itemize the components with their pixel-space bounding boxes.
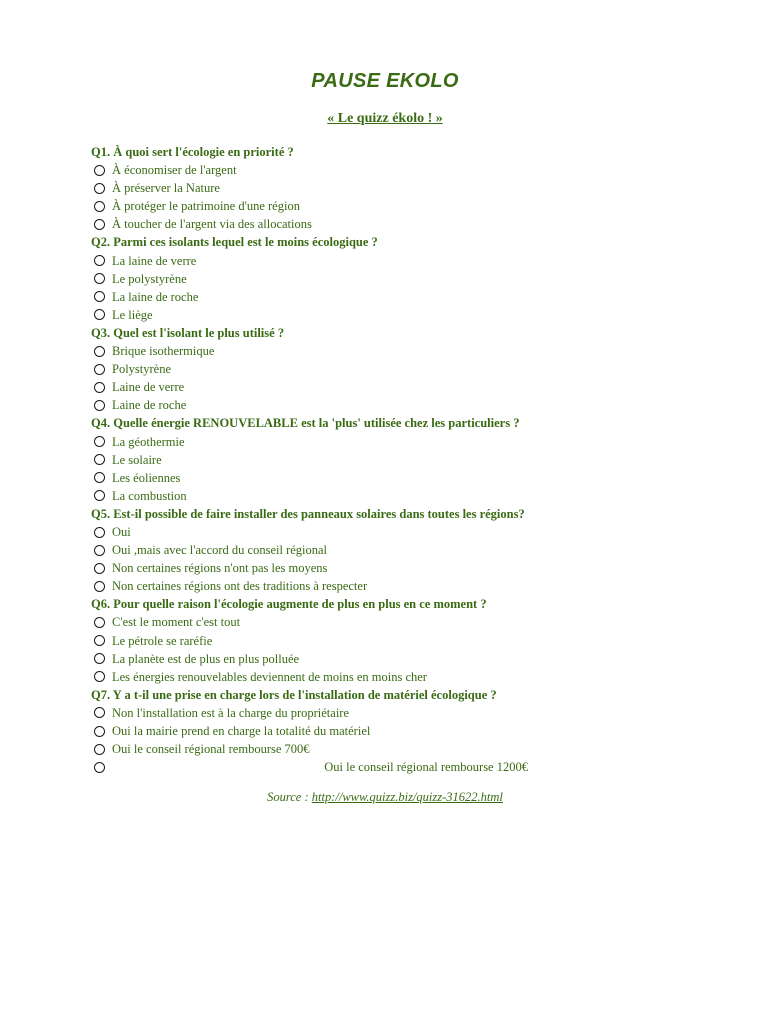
radio-button-icon[interactable] [94,617,105,628]
answer-label: Laine de verre [112,380,185,395]
answer-label: Non l'installation est à la charge du propriétaire [112,705,350,720]
radio-button-icon[interactable] [94,346,105,357]
answer-label: Les éoliennes [112,470,181,485]
answer-label: À toucher de l'argent via des allocations [112,217,312,232]
radio-button-icon[interactable] [94,436,105,447]
question-6: Q6. Pour quelle raison l'écologie augmente de plus en plus en ce moment ? [91,597,487,612]
page-subtitle: « Le quizz ékolo ! » [327,111,443,126]
answer-option[interactable] [91,559,711,577]
answer-option[interactable] [91,758,711,776]
radio-button-icon[interactable] [94,472,105,483]
question-1: Q1. À quoi sert l'écologie en priorité ? [91,145,294,159]
answer-option[interactable] [91,433,711,451]
answer-option[interactable] [91,306,711,324]
answer-option[interactable] [91,722,711,740]
answer-label: À préserver la Nature [112,181,220,196]
radio-button-icon[interactable] [94,527,105,538]
source-line [0,790,770,805]
radio-button-icon[interactable] [94,219,105,230]
question-4: Q4. Quelle énergie RENOUVELABLE est la 'plus' utilisée chez les particuliers ? [91,416,520,431]
radio-button-icon[interactable] [94,490,105,501]
radio-button-icon[interactable] [94,744,105,755]
answer-label: La planète est de plus en plus polluée [112,651,300,666]
answer-label: Oui le conseil régional rembourse 700€ [112,742,310,757]
answer-label: Le pétrole se raréfie [112,633,213,648]
answer-label: À économiser de l'argent [112,163,237,178]
answer-option[interactable] [91,704,711,722]
answer-option[interactable] [91,487,711,505]
answer-option[interactable] [91,613,711,631]
answer-option[interactable] [91,215,711,233]
source-link[interactable]: http://www.quizz.biz/quizz-31622.html [311,790,503,804]
radio-button-icon[interactable] [94,762,105,773]
radio-button-icon[interactable] [94,454,105,465]
question-2: Q2. Parmi ces isolants lequel est le moins écologique ? [91,235,378,250]
answer-label: À protéger le patrimoine d'une région [112,199,300,214]
answer-label: C'est le moment c'est tout [112,615,241,630]
answer-label: Le polystyrène [112,271,187,286]
question-7: Q7. Y a t-il une prise en charge lors de l'installation de matériel écologique ? [91,687,497,702]
question-3: Q3. Quel est l'isolant le plus utilisé ? [91,325,285,340]
page-title: PAUSE EKOLO [311,70,459,92]
answer-option[interactable] [91,378,711,396]
radio-button-icon[interactable] [94,635,105,646]
answer-option[interactable] [91,451,711,469]
answer-option[interactable] [91,650,711,668]
answer-option[interactable] [91,197,711,215]
radio-button-icon[interactable] [94,255,105,266]
answer-option[interactable] [91,161,711,179]
answer-option[interactable] [91,288,711,306]
radio-button-icon[interactable] [94,581,105,592]
radio-button-icon[interactable] [94,165,105,176]
answer-label: Laine de roche [112,398,187,413]
answer-option[interactable] [91,577,711,595]
radio-button-icon[interactable] [94,201,105,212]
radio-button-icon[interactable] [94,309,105,320]
answer-option[interactable] [91,360,711,378]
radio-button-icon[interactable] [94,183,105,194]
answer-option[interactable] [91,252,711,270]
answer-option[interactable] [91,342,711,360]
answer-label: Non certaines régions ont des traditions à respecter [112,579,368,594]
answer-label: Brique isothermique [112,344,215,359]
answer-option[interactable] [91,396,711,414]
answer-label: Oui le conseil régional rembourse 1200€ [324,760,528,775]
radio-button-icon[interactable] [94,671,105,682]
radio-button-icon[interactable] [94,653,105,664]
answer-label: La combustion [112,488,187,503]
source-prefix: Source : [267,790,312,804]
answer-option[interactable] [91,668,711,686]
radio-button-icon[interactable] [94,545,105,556]
answer-label: Le liège [112,307,153,322]
answer-option[interactable] [91,523,711,541]
radio-button-icon[interactable] [94,382,105,393]
answer-label: Oui [112,525,131,540]
radio-button-icon[interactable] [94,400,105,411]
question-5: Q5. Est-il possible de faire installer des panneaux solaires dans toutes les régions? [91,506,525,521]
answer-option[interactable] [91,179,711,197]
answer-option[interactable] [91,740,711,758]
answer-label: La laine de verre [112,253,197,268]
answer-option[interactable] [91,541,711,559]
answer-option[interactable] [91,270,711,288]
radio-button-icon[interactable] [94,707,105,718]
answer-label: Oui ,mais avec l'accord du conseil régional [112,543,328,558]
radio-button-icon[interactable] [94,364,105,375]
answer-label: Les énergies renouvelables deviennent de moins en moins cher [112,669,427,684]
radio-button-icon[interactable] [94,291,105,302]
answer-option[interactable] [91,469,711,487]
radio-button-icon[interactable] [94,563,105,574]
answer-label: Oui la mairie prend en charge la totalité du matériel [112,724,371,739]
answer-label: Le solaire [112,452,162,467]
radio-button-icon[interactable] [94,273,105,284]
radio-button-icon[interactable] [94,726,105,737]
answer-label: La géothermie [112,434,185,449]
answer-label: Non certaines régions n'ont pas les moyens [112,561,328,576]
quiz-form [91,143,711,776]
answer-option[interactable] [91,632,711,650]
answer-label: La laine de roche [112,289,199,304]
answer-label: Polystyrène [112,362,172,377]
